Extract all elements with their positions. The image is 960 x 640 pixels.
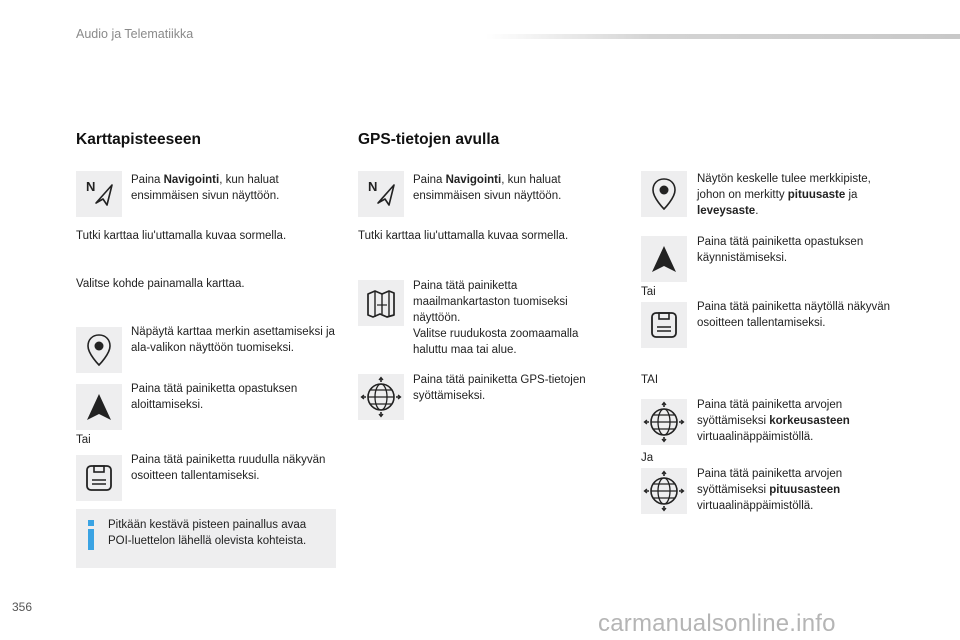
page-number: 356 — [12, 600, 33, 614]
left-text-4: Näpäytä karttaa merkin asettamiseksi ja ala-valikon näyttöön tuomiseksi. — [131, 326, 335, 354]
world-map-icon[interactable] — [358, 280, 404, 326]
right-or-label: Tai — [641, 286, 656, 298]
navigation-icon[interactable] — [76, 171, 122, 217]
navigation-icon[interactable] — [358, 171, 404, 217]
middle-text-3a: Paina tätä painiketta maailmankartaston tuomiseksi näyttöön. — [413, 280, 568, 324]
left-text-6: Paina tätä painiketta ruudulla näkyvän osoitteen tallentamiseksi. — [131, 454, 326, 482]
save-icon[interactable] — [76, 455, 122, 501]
middle-text-1: Paina Navigointi, kun haluat ensimmäisen sivun näyttöön. — [413, 174, 562, 202]
svg-text:N: N — [86, 179, 96, 194]
left-heading: Karttapisteeseen — [76, 131, 201, 148]
header-rule — [486, 34, 960, 39]
guidance-arrow-icon[interactable] — [76, 384, 122, 430]
longitude-globe-icon[interactable] — [641, 468, 687, 514]
left-text-3: Valitse kohde painamalla karttaa. — [76, 278, 245, 290]
right-text-1: Näytön keskelle tulee merkkipiste, johon on merkitty pituusaste ja leveysaste. — [697, 173, 871, 217]
middle-text-3b: Valitse ruudukosta zoomaamalla haluttu maa tai alue. — [413, 328, 579, 356]
guidance-arrow-icon[interactable] — [641, 236, 687, 282]
right-text-4: Paina tätä painiketta arvojen syöttämiseksi korkeusasteen virtuaalinäppäimistöllä. — [697, 399, 850, 443]
watermark: carmanualsonline.info — [598, 610, 836, 637]
save-icon[interactable] — [641, 302, 687, 348]
right-text-2: Paina tätä painiketta opastuksen käynnistämiseksi. — [697, 236, 864, 264]
middle-heading: GPS-tietojen avulla — [358, 131, 500, 148]
gps-globe-icon[interactable] — [358, 374, 404, 420]
middle-text-4: Paina tätä painiketta GPS-tietojen syöttämiseksi. — [413, 374, 586, 402]
map-pin-icon[interactable] — [76, 327, 122, 373]
section-header: Audio ja Telematiikka — [76, 27, 194, 41]
right-and-label: Ja — [641, 452, 654, 464]
info-text: Pitkään kestävä pisteen painallus avaa POI-luettelon lähellä olevista kohteista. — [108, 519, 307, 547]
right-or-caps-label: TAI — [641, 374, 659, 386]
map-pin-icon[interactable] — [641, 171, 687, 217]
left-or-label: Tai — [76, 434, 91, 446]
svg-text:N: N — [368, 179, 378, 194]
right-text-3: Paina tätä painiketta näytöllä näkyvän osoitteen tallentamiseksi. — [697, 301, 891, 329]
right-text-5: Paina tätä painiketta arvojen syöttämiseksi pituusasteen virtuaalinäppäimistöllä. — [697, 468, 843, 512]
altitude-globe-icon[interactable] — [641, 399, 687, 445]
left-text-5: Paina tätä painiketta opastuksen aloittamiseksi. — [131, 383, 298, 411]
info-icon — [88, 520, 94, 550]
left-text-1: Paina Navigointi, kun haluat ensimmäisen sivun näyttöön. — [131, 174, 280, 202]
left-text-2: Tutki karttaa liu'uttamalla kuvaa sormella. — [76, 230, 287, 242]
middle-text-2: Tutki karttaa liu'uttamalla kuvaa sormella. — [358, 230, 569, 242]
